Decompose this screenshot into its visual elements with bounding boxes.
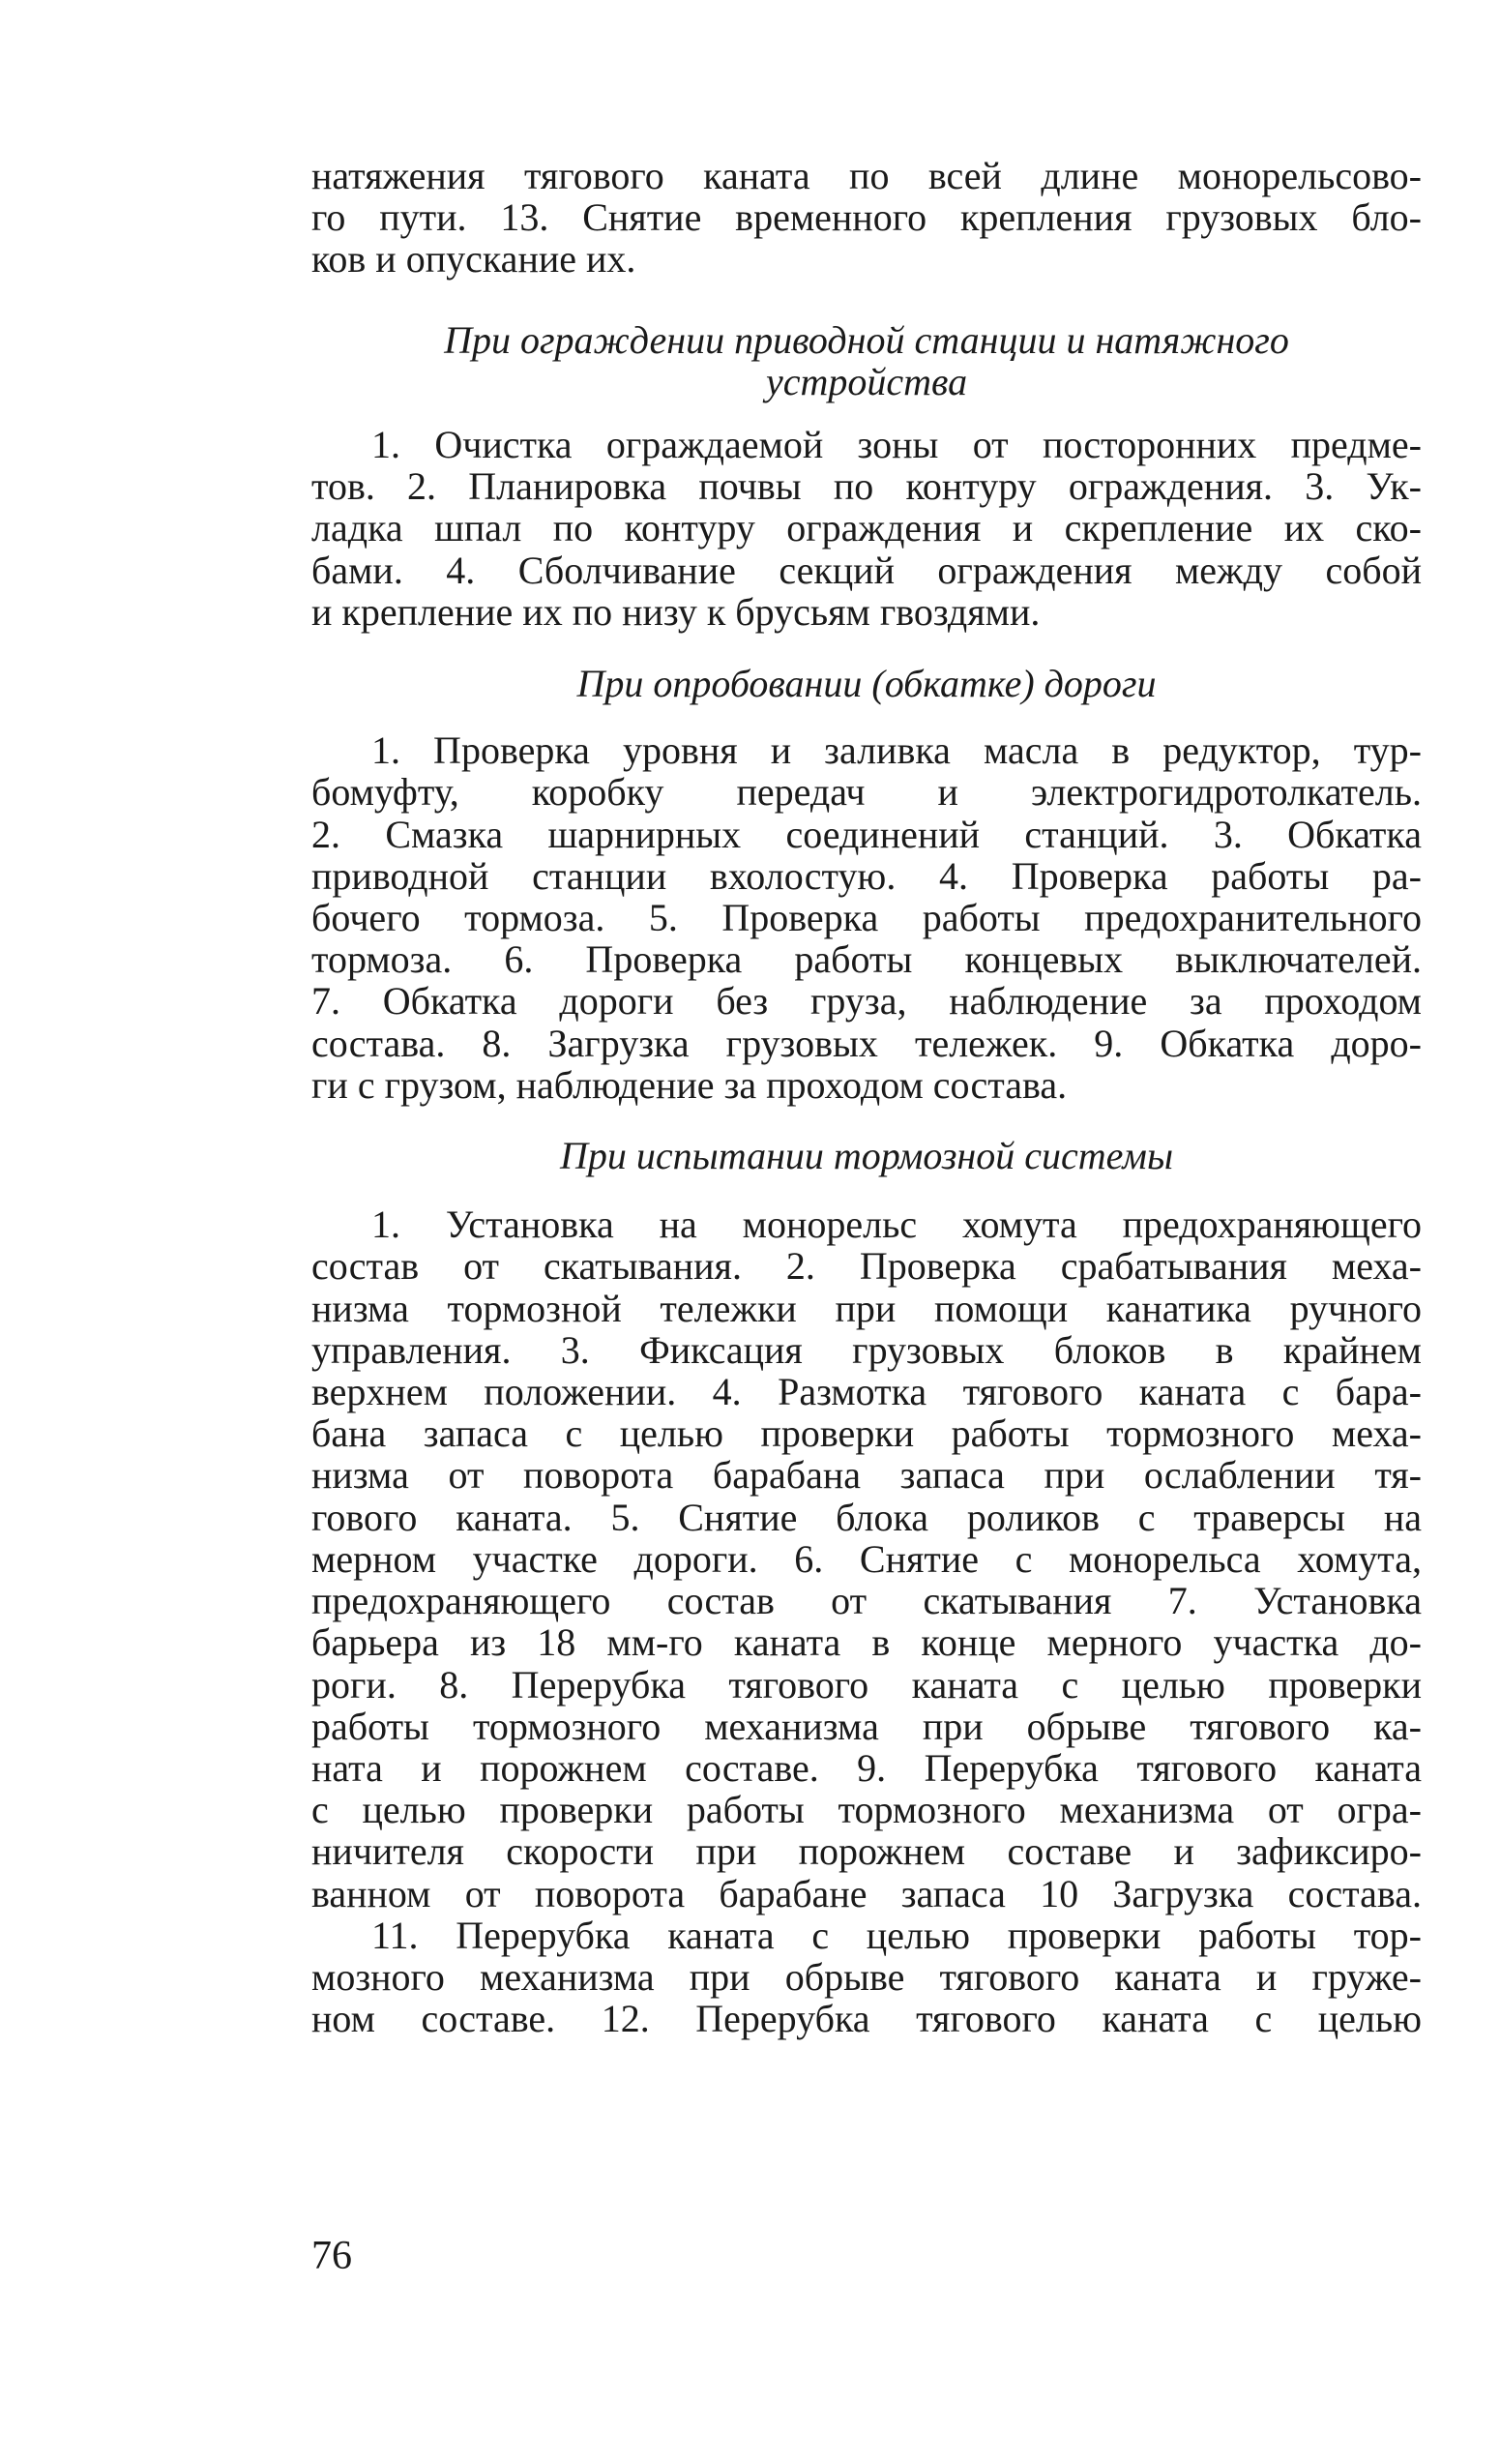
text-line: ната и порожнем составе. 9. Перерубка тягового каната	[311, 1745, 1422, 1790]
text-line: 2. Смазка шарнирных соединений станций. 3. Обкатка	[311, 812, 1422, 856]
text-line: мозного механизма при обрыве тягового каната и груже-	[311, 1954, 1422, 1999]
text-line: ков и опускание их.	[311, 237, 636, 282]
heading-line: При опробовании (обкатке) дороги	[576, 662, 1157, 706]
text-line: верхнем положении. 4. Размотка тягового каната с бара-	[311, 1370, 1422, 1414]
text-line: состава. 8. Загрузка грузовых тележек. 9. Обкатка доро-	[311, 1021, 1422, 1065]
text-line: натяжения тягового каната по всей длине монорельсово-	[311, 154, 1422, 197]
road-testing-heading	[311, 663, 1422, 704]
page-body	[311, 155, 1422, 2039]
text-line: 1. Установка на монорельс хомута предохраняющего	[371, 1202, 1422, 1247]
text-line: роги. 8. Перерубка тягового каната с целью проверки	[311, 1662, 1422, 1707]
text-line: бочего тормоза. 5. Проверка работы предохранительного	[311, 896, 1422, 940]
text-line: 1. Проверка уровня и заливка масла в редуктор, тур-	[371, 728, 1422, 773]
text-line: с целью проверки работы тормозного механизма от огра-	[311, 1788, 1422, 1832]
text-line: мерном участке дороги. 6. Снятие с монорельса хомута,	[311, 1536, 1422, 1581]
text-line: ги с грузом, наблюдение за проходом состава.	[311, 1062, 1068, 1107]
text-line: бомуфту, коробку передач и электрогидротолкатель.	[311, 770, 1422, 815]
brake-testing-heading	[311, 1135, 1422, 1176]
text-line: и крепление их по низу к брусьям гвоздями.	[311, 589, 1041, 634]
text-line: тормоза. 6. Проверка работы концевых выключателей.	[311, 937, 1422, 982]
text-line: 11. Перерубка каната с целью проверки работы тор-	[371, 1913, 1422, 1957]
text-line: управления. 3. Фиксация грузовых блоков в крайнем	[311, 1327, 1422, 1372]
heading-line: При ограждении приводной станции и натяжного	[444, 317, 1289, 362]
text-line: гового каната. 5. Снятие блока роликов с траверсы на	[311, 1495, 1422, 1539]
text-line: бана запаса с целью проверки работы тормозного меха-	[311, 1411, 1422, 1456]
text-line: го пути. 13. Снятие временного крепления грузовых бло-	[311, 195, 1422, 240]
fencing-paragraph	[311, 424, 1422, 633]
text-line: ванном от поворота барабане запаса 10 Загрузка состава.	[311, 1871, 1422, 1915]
text-line: тов. 2. Планировка почвы по контуру ограждения. 3. Ук-	[311, 464, 1422, 509]
text-line: бами. 4. Сболчивание секций ограждения между собой	[311, 548, 1422, 592]
intro-paragraph	[311, 155, 1422, 281]
page-number: 76	[311, 2234, 352, 2278]
text-line: 1. Очистка ограждаемой зоны от посторонних предме-	[371, 423, 1422, 467]
heading-line: При испытании тормозной системы	[559, 1134, 1174, 1178]
road-testing-paragraph	[311, 729, 1422, 1106]
text-line: работы тормозного механизма при обрыве тягового ка-	[311, 1704, 1422, 1748]
text-line: низма от поворота барабана запаса при ослаблении тя-	[311, 1453, 1422, 1498]
text-line: низма тормозной тележки при помощи канатика ручного	[311, 1286, 1422, 1330]
text-line: приводной станции вхолостую. 4. Проверка работы ра-	[311, 853, 1422, 898]
text-line: барьера из 18 мм-го каната в конце мерного участка до-	[311, 1620, 1422, 1665]
text-line: ном составе. 12. Перерубка тягового каната с целью	[311, 1997, 1422, 2041]
text-line: состав от скатывания. 2. Проверка срабатывания меха-	[311, 1244, 1422, 1289]
brake-testing-paragraph	[311, 1203, 1422, 2039]
text-line: предохраняющего состав от скатывания 7. Установка	[311, 1579, 1422, 1623]
text-line: 7. Обкатка дороги без груза, наблюдение за проходом	[311, 979, 1422, 1024]
text-line: ничителя скорости при порожнем составе и зафиксиро-	[311, 1829, 1422, 1874]
heading-line: устройства	[765, 359, 968, 403]
text-line: ладка шпал по контуру ограждения и скрепление их ско-	[311, 506, 1422, 550]
fencing-heading	[311, 319, 1422, 402]
